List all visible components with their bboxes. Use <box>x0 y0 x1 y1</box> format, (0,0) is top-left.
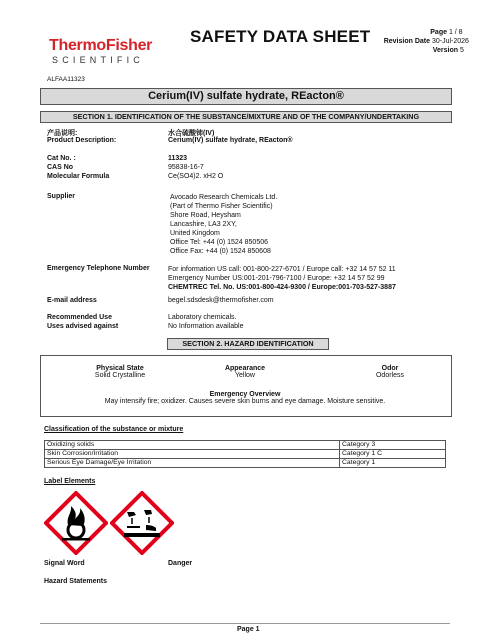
document-title: SAFETY DATA SHEET <box>190 27 371 46</box>
emergency-phone-label: Emergency Telephone Number <box>47 265 150 272</box>
hazard-statements-heading: Hazard Statements <box>44 578 108 585</box>
chinese-value: 水合硫酸铈(IV) <box>168 130 215 137</box>
supplier-line: Lancashire, LA3 2XY, <box>170 221 237 228</box>
physical-state <box>60 365 180 379</box>
supplier-line: Office Fax: +44 (0) 1524 850608 <box>170 248 271 255</box>
appearance-label: Appearance <box>224 365 266 372</box>
label-elements-heading: Label Elements <box>44 478 96 485</box>
formula-value: Ce(SO4)2. xH2 O <box>168 173 224 180</box>
table-row <box>45 441 446 450</box>
oxidizer-pictogram-icon <box>44 491 108 555</box>
email-value[interactable]: begel.sdsdesk@thermofisher.com <box>168 297 274 304</box>
supplier-line: Office Tel: +44 (0) 1524 850506 <box>170 239 269 246</box>
odor <box>330 365 450 379</box>
version-value: 5 <box>459 47 464 54</box>
footer-page-number: Page 1 <box>237 626 260 633</box>
uses-advised-against-value: No Information available <box>168 323 244 330</box>
emergency-line: For information US call: 001-800-227-6701 / Europe call: +32 14 57 52 11 <box>168 266 396 273</box>
appearance-value: Yellow <box>235 372 255 379</box>
appearance <box>185 365 305 379</box>
emergency-overview <box>40 391 450 405</box>
table-row <box>45 459 446 468</box>
footer-divider <box>40 623 450 624</box>
emergency-line: CHEMTREC Tel. No. US:001-800-424-9300 / Europe:001-703-527-3887 <box>168 284 396 291</box>
odor-value: Odorless <box>375 372 404 379</box>
supplier-address <box>170 193 277 256</box>
hazard-category-cell: Category 1 <box>340 459 446 468</box>
cat-no-label: Cat No. : <box>47 155 76 162</box>
signal-word-value: Danger <box>168 560 193 567</box>
supplier-line: United Kingdom <box>170 230 220 237</box>
cas-label: CAS No <box>47 164 74 171</box>
hazard-class-cell: Skin Corrosion/Irritation <box>45 450 340 459</box>
recommended-use-label: Recommended Use <box>47 314 112 321</box>
emergency-overview-label: Emergency Overview <box>209 391 281 398</box>
product-description-value: Cerium(IV) sulfate hydrate, REacton® <box>168 137 293 144</box>
version-label: Version <box>432 47 458 54</box>
revision-info <box>382 38 469 45</box>
document-code: ALFAA11323 <box>47 76 85 83</box>
page-info <box>382 29 463 36</box>
revision-value: 30-Jul-2026 <box>431 38 469 45</box>
classification-heading: Classification of the substance or mixture <box>44 426 184 433</box>
section1-heading: SECTION 1. IDENTIFICATION OF THE SUBSTANCE/MIXTURE AND OF THE COMPANY/UNDERTAKING <box>40 111 452 123</box>
supplier-line: Avocado Research Chemicals Ltd. <box>170 194 278 201</box>
emergency-line: Emergency Number US:001-201-796-7100 / Europe: +32 14 57 52 99 <box>168 275 385 282</box>
recommended-use-value: Laboratory chemicals. <box>168 314 237 321</box>
formula-label: Molecular Formula <box>47 173 110 180</box>
page-value: 1 / 8 <box>448 29 463 36</box>
hazard-class-cell: Oxidizing solids <box>45 441 340 450</box>
cat-no-value: 11323 <box>168 155 188 162</box>
emergency-overview-text: May intensify fire; oxidizer. Causes severe skin burns and eye damage. Moisture sensitive. <box>104 398 386 405</box>
page-label: Page <box>430 29 447 36</box>
product-name-banner: Cerium(IV) sulfate hydrate, REacton® <box>40 88 452 105</box>
signal-word-label: Signal Word <box>44 560 85 567</box>
physical-state-value: Solid Crystalline <box>94 372 146 379</box>
hazard-category-cell: Category 3 <box>340 441 446 450</box>
uses-advised-against-label: Uses advised against <box>47 323 119 330</box>
classification-table <box>44 440 446 468</box>
chinese-label: 产品说明: <box>47 130 78 137</box>
physical-state-label: Physical State <box>96 365 144 372</box>
table-row <box>45 450 446 459</box>
hazard-class-cell: Serious Eye Damage/Eye Irritation <box>45 459 340 468</box>
emergency-phone-info <box>168 265 396 292</box>
odor-label: Odor <box>381 365 399 372</box>
product-description-label: Product Description: <box>47 137 117 144</box>
hazard-category-cell: Category 1 C <box>340 450 446 459</box>
supplier-label: Supplier <box>47 193 76 200</box>
corrosion-pictogram-icon <box>110 491 174 555</box>
supplier-line: (Part of Thermo Fisher Scientific) <box>170 203 273 210</box>
supplier-line: Shore Road, Heysham <box>170 212 241 219</box>
cas-value: 95838-16-7 <box>168 164 204 171</box>
revision-label: Revision Date <box>383 38 430 45</box>
version-info <box>382 47 464 54</box>
brand-logo-subtitle: SCIENTIFIC <box>52 55 145 65</box>
brand-logo: ThermoFisher <box>49 37 153 54</box>
section2-heading: SECTION 2. HAZARD IDENTIFICATION <box>167 338 329 350</box>
email-label: E-mail address <box>47 297 97 304</box>
